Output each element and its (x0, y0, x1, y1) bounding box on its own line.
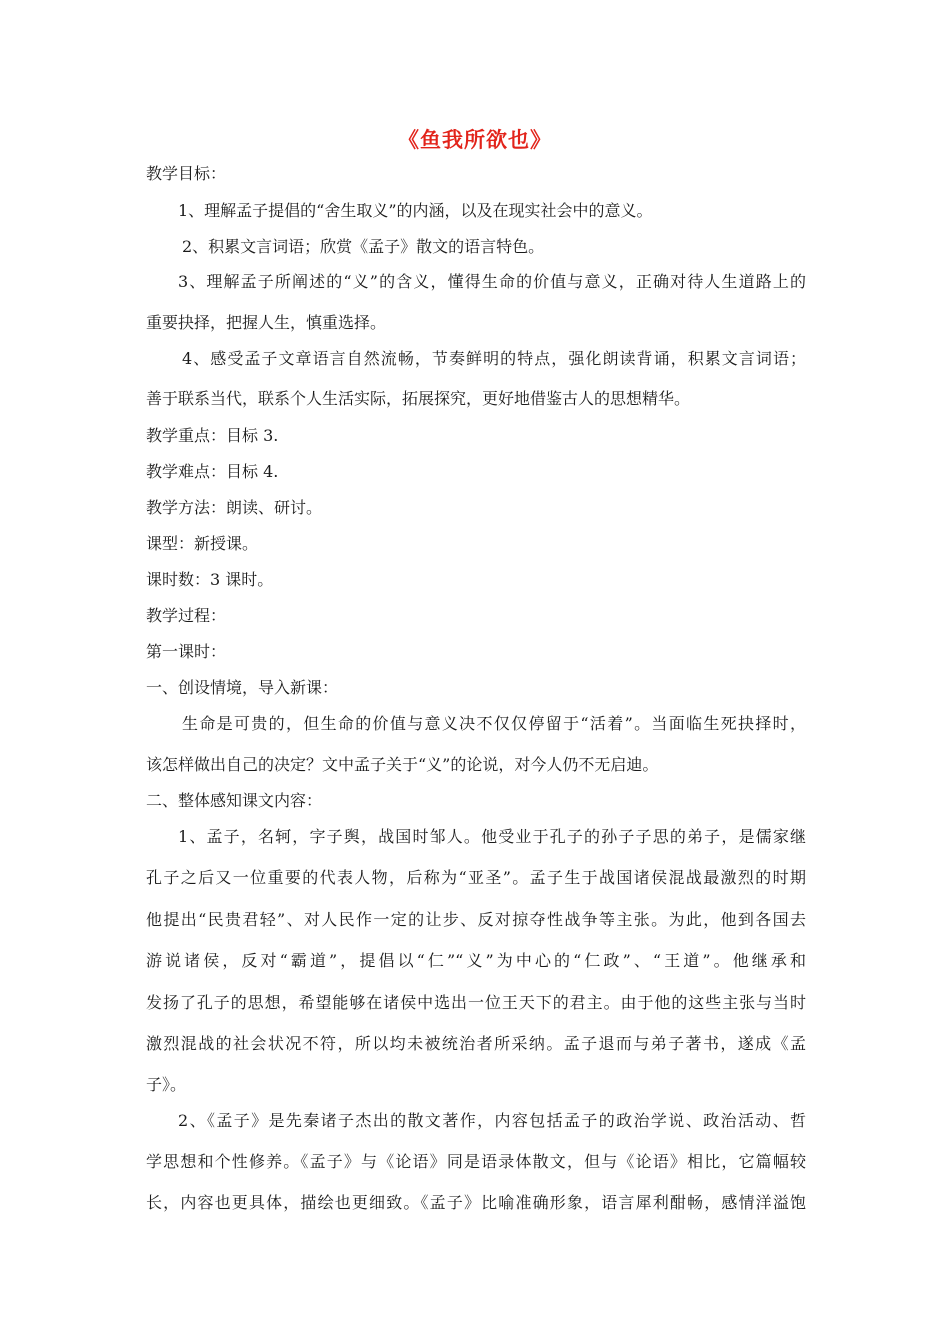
mencius-book-line-1: 2、《孟子》是先秦诸子杰出的散文著作，内容包括孟子的政治学说、政治活动、哲 (178, 1111, 806, 1130)
section-heading-objectives: 教学目标： (146, 164, 227, 183)
section-heading-first-lesson: 第一课时： (146, 642, 227, 661)
teaching-focus: 教学重点：目标 3. (146, 426, 279, 445)
mencius-bio-line-5: 发扬了孔子的思想，希望能够在诸侯中选出一位王天下的君主。由于他的这些主张与当时 (146, 993, 806, 1012)
intro-paragraph-line-1: 生命是可贵的，但生命的价值与意义决不仅仅停留于“活着”。当面临生死抉择时， (182, 714, 806, 733)
mencius-bio-line-1: 1、孟子，名轲，字子舆，战国时邹人。他受业于孔子的孙子子思的弟子，是儒家继 (178, 827, 806, 846)
mencius-bio-line-4: 游说诸侯，反对“霸道”，提倡以“仁”“义”为中心的“仁政”、“王道”。他继承和 (146, 951, 806, 970)
objective-2: 2、积累文言词语；欣赏《孟子》散文的语言特色。 (182, 237, 545, 256)
teaching-difficulty: 教学难点：目标 4. (146, 462, 279, 481)
mencius-bio-line-3: 他提出“民贵君轻”、对人民作一定的让步、反对掠夺性战争等主张。为此，他到各国去 (146, 910, 806, 929)
objective-4-line-2: 善于联系当代，联系个人生活实际，拓展探究，更好地借鉴古人的思想精华。 (146, 389, 691, 408)
mencius-bio-line-6: 激烈混战的社会状况不符，所以均未被统治者所采纳。孟子退而与弟子著书，遂成《孟 (146, 1034, 806, 1053)
section-heading-part-1: 一、创设情境，导入新课： (146, 678, 339, 697)
mencius-bio-line-7: 子》。 (146, 1075, 187, 1094)
section-heading-part-2: 二、整体感知课文内容： (146, 791, 323, 810)
document-title: 《鱼我所欲也》 (398, 127, 552, 152)
mencius-book-line-3: 长，内容也更具体，描绘也更细致。《孟子》比喻准确形象，语言犀利酣畅，感情洋溢饱 (146, 1193, 806, 1212)
objective-4-line-1: 4、感受孟子文章语言自然流畅，节奏鲜明的特点，强化朗读背诵，积累文言词语； (182, 349, 806, 368)
mencius-bio-line-2: 孔子之后又一位重要的代表人物，后称为“亚圣”。孟子生于战国诸侯混战最激烈的时期 (146, 868, 806, 887)
lesson-type: 课型：新授课。 (146, 534, 259, 553)
section-heading-process: 教学过程： (146, 606, 227, 625)
objective-3-line-2: 重要抉择，把握人生，慎重选择。 (146, 313, 387, 332)
objective-3-line-1: 3、理解孟子所阐述的“义”的含义，懂得生命的价值与意义，正确对待人生道路上的 (178, 272, 806, 291)
teaching-method: 教学方法：朗读、研讨。 (146, 498, 323, 517)
mencius-book-line-2: 学思想和个性修养。《孟子》与《论语》同是语录体散文，但与《论语》相比，它篇幅较 (146, 1152, 806, 1171)
class-hours: 课时数：3 课时。 (146, 570, 274, 589)
objective-1: 1、理解孟子提倡的“舍生取义”的内涵，以及在现实社会中的意义。 (178, 201, 653, 220)
intro-paragraph-line-2: 该怎样做出自己的决定？文中孟子关于“义”的论说，对今人仍不无启迪。 (146, 755, 659, 774)
